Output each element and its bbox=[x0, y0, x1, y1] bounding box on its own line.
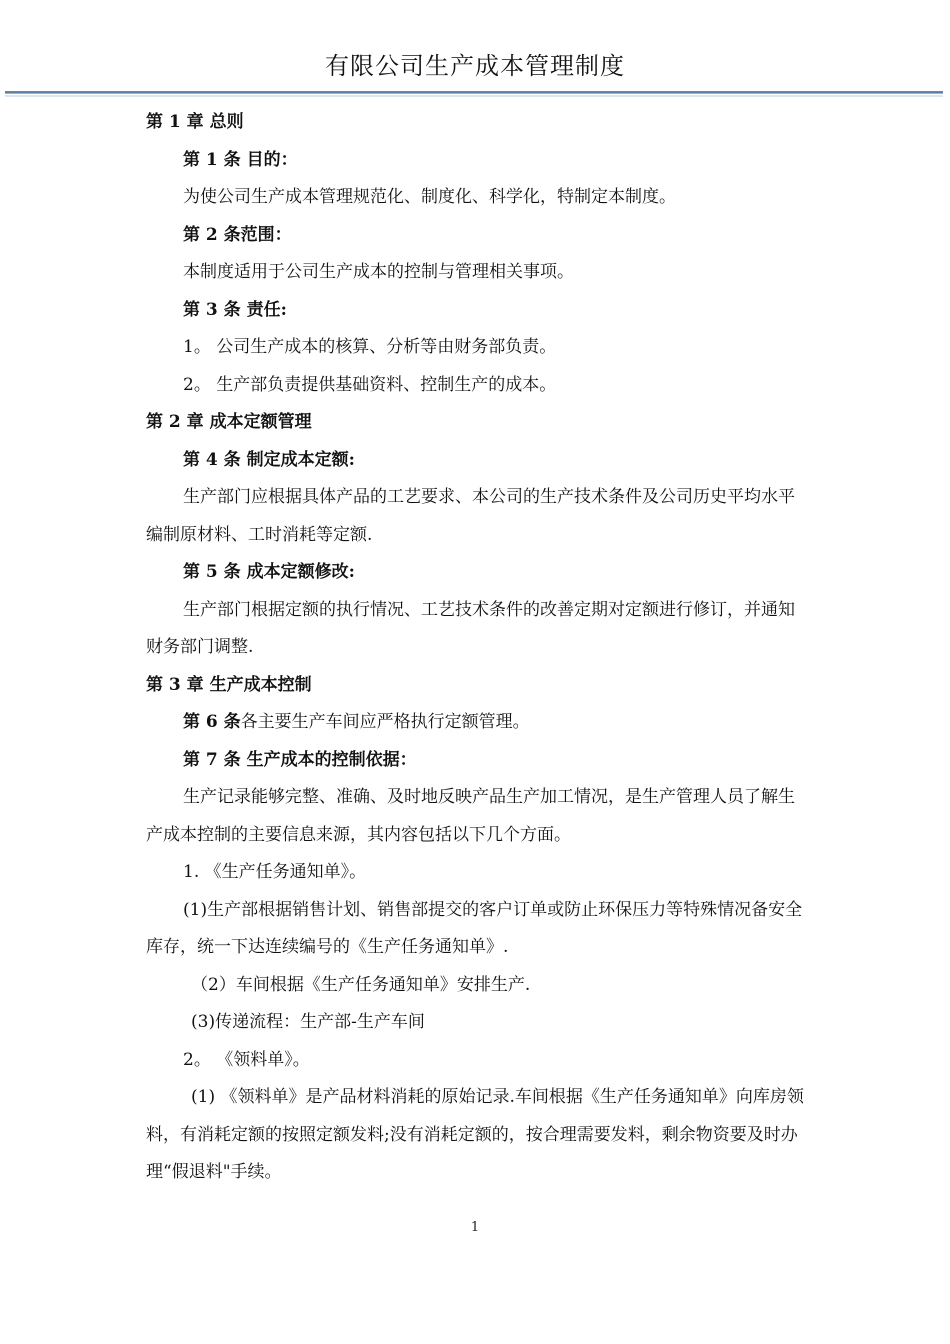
article-5-text: 生产部门根据定额的执行情况、工艺技术条件的改善定期对定额进行修订，并通知财务部门调整. bbox=[146, 599, 795, 657]
list-item-1-sub-2: （2）车间根据《生产任务通知单》安排生产. bbox=[191, 974, 531, 995]
list-item-1-sub-3: (3)传递流程：生产部-生产车间 bbox=[191, 1012, 425, 1032]
list-item-2-sub-1: (1) 《领料单》是产品材料消耗的原始记录.车间根据《生产任务通知单》向库房领料，有消耗定额的按照定额发料;没有消耗定额的，按合理需要发料，剩余物资要及时办理“假退料"手续。 bbox=[146, 1087, 804, 1182]
article-4-text: 生产部门应根据具体产品的工艺要求、本公司的生产技术条件及公司历史平均水平编制原材料、工时消耗等定额. bbox=[146, 487, 795, 545]
header-divider bbox=[5, 91, 943, 94]
list-item-1: 1. 《生产任务通知单》。 bbox=[183, 862, 367, 882]
article-7-text: 生产记录能够完整、准确、及时地反映产品生产加工情况，是生产管理人员了解生产成本控制的主要信息来源，其内容包括以下几个方面。 bbox=[146, 787, 795, 845]
article-7-heading: 第 7 条 生产成本的控制依据： bbox=[183, 749, 417, 770]
article-3-heading: 第 3 条 责任: bbox=[183, 299, 287, 320]
list-item-2: 2。 《领料单》。 bbox=[183, 1049, 310, 1070]
document-body bbox=[146, 104, 810, 1192]
chapter-2-heading: 第 2 章 成本定额管理 bbox=[146, 412, 312, 432]
header-divider-shadow bbox=[5, 95, 943, 97]
article-2-text: 本制度适用于公司生产成本的控制与管理相关事项。 bbox=[183, 262, 574, 282]
article-3-item-1: 1。 公司生产成本的核算、分析等由财务部负责。 bbox=[183, 337, 557, 357]
list-item-1-sub-1: (1)生产部根据销售计划、销售部提交的客户订单或防止环保压力等特殊情况备安全库存，统一下达连续编号的《生产任务通知单》. bbox=[146, 899, 803, 957]
article-5-heading: 第 5 条 成本定额修改: bbox=[183, 562, 355, 582]
article-1-heading: 第 1 条 目的： bbox=[183, 149, 298, 170]
page-title: 有限公司生产成本管理制度 bbox=[325, 52, 625, 80]
article-3-item-2: 2。 生产部负责提供基础资料、控制生产的成本。 bbox=[183, 374, 557, 395]
article-6-heading: 第 6 条 bbox=[183, 712, 241, 732]
page-number: 1 bbox=[470, 1220, 480, 1235]
article-6-text: 各主要生产车间应严格执行定额管理。 bbox=[240, 712, 530, 732]
chapter-3-heading: 第 3 章 生产成本控制 bbox=[146, 674, 312, 695]
article-4-heading: 第 4 条 制定成本定额: bbox=[183, 449, 355, 470]
article-6 bbox=[146, 704, 810, 742]
article-2-heading: 第 2 条范围： bbox=[183, 224, 292, 245]
article-1-text: 为使公司生产成本管理规范化、制度化、科学化，特制定本制度。 bbox=[183, 187, 676, 207]
chapter-1-heading: 第 1 章 总则 bbox=[146, 112, 244, 132]
